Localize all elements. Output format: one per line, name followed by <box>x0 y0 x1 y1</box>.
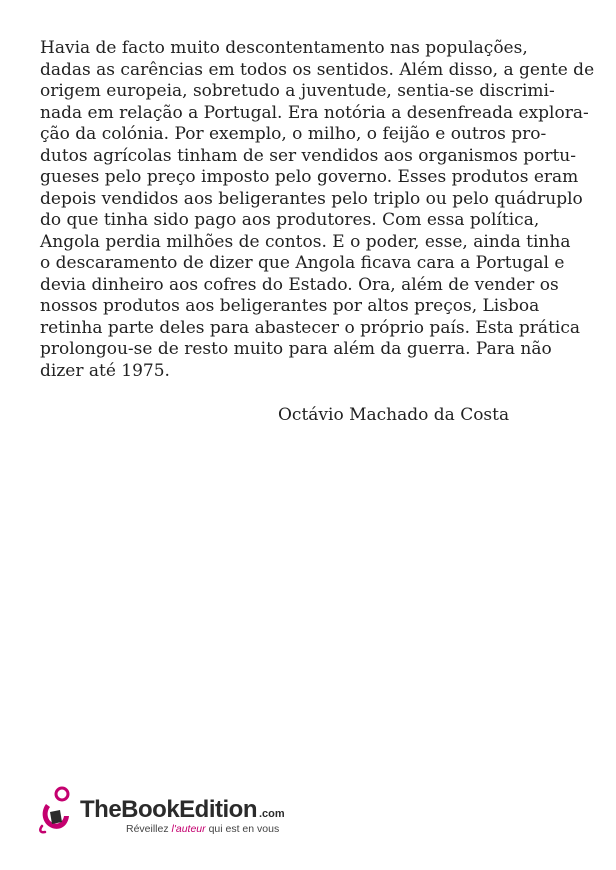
text-line: gueses pelo preço imposto pelo governo. Esses produtos eram <box>40 167 579 187</box>
text-line: prolongou-se de resto muito para além da guerra. Para não <box>40 339 552 359</box>
text-line: Angola perdia milhões de contos. E o poder, esse, ainda tinha <box>40 231 571 252</box>
text-line: o descaramento de dizer que Angola ficava cara a Portugal e <box>40 253 565 273</box>
brand-name-text: TheBookEdition <box>80 796 257 823</box>
tagline-part: qui est en vous <box>205 823 280 835</box>
text-line: nossos produtos aos beligerantes por altos preços, Lisboa <box>40 296 540 316</box>
brand-name <box>80 796 285 824</box>
tagline-accent: l'auteur <box>171 823 206 835</box>
author-signature: Octávio Machado da Costa <box>278 405 510 425</box>
text-line: retinha parte deles para abastecer o próprio país. Esta prática <box>40 317 580 338</box>
text-line: do que tinha sido pago aos produtores. Com essa política, <box>40 210 540 230</box>
tagline-part: Réveillez <box>126 823 172 835</box>
publisher-logo <box>36 786 326 838</box>
text-line: dizer até 1975. <box>40 360 170 381</box>
text-line: dadas as carências em todos os sentidos. Além disso, a gente de <box>40 59 595 80</box>
reader-figure-icon <box>36 786 76 834</box>
brand-tagline <box>126 823 279 835</box>
text-line: depois vendidos aos beligerantes pelo triplo ou pelo quádruplo <box>40 188 583 209</box>
text-line: ção da colónia. Por exemplo, o milho, o feijão e outros pro- <box>40 124 547 144</box>
body-paragraph <box>40 38 595 382</box>
text-line: origem europeia, sobretudo a juventude, sentia-se discrimi- <box>40 81 555 101</box>
text-line: nada em relação a Portugal. Era notória a desenfreada explora- <box>40 102 589 123</box>
text-line: Havia de facto muito descontentamento nas populações, <box>40 38 528 58</box>
brand-tld: .com <box>258 808 285 820</box>
text-line: dutos agrícolas tinham de ser vendidos aos organismos portu- <box>40 145 576 166</box>
text-line: devia dinheiro aos cofres do Estado. Ora, além de vender os <box>40 274 559 295</box>
